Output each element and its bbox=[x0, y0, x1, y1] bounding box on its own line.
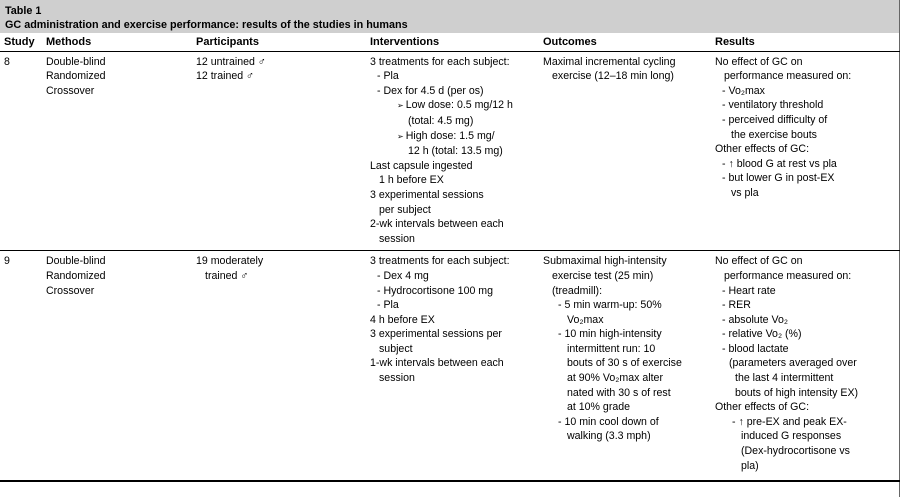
participant-item: 19 moderately bbox=[196, 255, 264, 268]
outcome-text: Vo₂max bbox=[567, 313, 604, 326]
result-text: bouts of high intensity EX) bbox=[735, 386, 859, 399]
intervention-text: 3 experimental sessions bbox=[370, 188, 484, 201]
header-interventions: Interventions bbox=[366, 33, 539, 51]
intervention-text: session bbox=[379, 372, 415, 385]
cell-study bbox=[0, 51, 42, 251]
outcome-text: at 90% Vo₂max alter bbox=[567, 372, 663, 385]
table-caption bbox=[0, 0, 899, 33]
result-bullet: - ↑ blood G at rest vs pla bbox=[715, 157, 896, 172]
outcome-bullet: - 5 min warm-up: 50% bbox=[543, 298, 707, 313]
cell-outcomes bbox=[539, 251, 711, 481]
cell-methods bbox=[42, 51, 192, 251]
header-study: Study bbox=[0, 33, 42, 51]
study-number: 8 bbox=[4, 55, 10, 68]
result-text: (parameters averaged over bbox=[729, 357, 857, 370]
intervention-text: (total: 4.5 mg) bbox=[408, 114, 474, 127]
cell-results bbox=[711, 251, 900, 481]
intervention-bullet: - Dex 4 mg bbox=[370, 269, 535, 284]
intervention-text: Last capsule ingested bbox=[370, 159, 473, 172]
result-bullet: - Vo₂max bbox=[715, 84, 896, 99]
method-item: Double-blind bbox=[46, 255, 106, 268]
table-label: Table 1 bbox=[5, 5, 42, 17]
result-bullet: - Heart rate bbox=[715, 284, 896, 299]
result-text: (Dex-hydrocortisone vs bbox=[741, 445, 850, 458]
intervention-bullet: - Hydrocortisone 100 mg bbox=[370, 284, 535, 299]
cell-interventions bbox=[366, 251, 539, 481]
cell-results bbox=[711, 51, 900, 251]
outcome-text: Submaximal high-intensity bbox=[543, 255, 667, 268]
results-table bbox=[0, 33, 900, 482]
intervention-text: per subject bbox=[379, 203, 431, 216]
table-row bbox=[0, 51, 900, 251]
cell-outcomes bbox=[539, 51, 711, 251]
outcome-text: intermittent run: 10 bbox=[567, 342, 656, 355]
header-participants: Participants bbox=[192, 33, 366, 51]
result-text: Other effects of GC: bbox=[715, 401, 810, 414]
method-item: Crossover bbox=[46, 84, 95, 97]
participant-item: trained ♂ bbox=[205, 269, 249, 282]
cell-participants bbox=[192, 251, 366, 481]
result-bullet: - absolute Vo₂ bbox=[715, 313, 896, 328]
outcome-text: at 10% grade bbox=[567, 401, 631, 414]
intervention-text: 12 h (total: 13.5 mg) bbox=[408, 145, 503, 158]
result-text: performance measured on: bbox=[724, 269, 852, 282]
cell-participants bbox=[192, 51, 366, 251]
intervention-text: 3 experimental sessions per bbox=[370, 328, 502, 341]
result-text: No effect of GC on bbox=[715, 255, 803, 268]
result-text: vs pla bbox=[731, 186, 759, 199]
intervention-text: session bbox=[379, 232, 415, 245]
header-outcomes: Outcomes bbox=[539, 33, 711, 51]
result-bullet: - perceived difficulty of bbox=[715, 113, 896, 128]
table-title: GC administration and exercise performance: results of the studies in humans bbox=[5, 19, 408, 31]
method-item: Randomized bbox=[46, 70, 106, 83]
intervention-bullet: - Dex for 4.5 d (per os) bbox=[370, 84, 535, 99]
cell-methods bbox=[42, 251, 192, 481]
result-text: performance measured on: bbox=[724, 70, 852, 83]
intervention-bullet: - Pla bbox=[370, 69, 535, 84]
intervention-text: 2-wk intervals between each bbox=[370, 218, 504, 231]
result-bullet: - blood lactate bbox=[715, 342, 896, 357]
intervention-text: subject bbox=[379, 342, 413, 355]
result-bullet: - ↑ pre-EX and peak EX- bbox=[715, 415, 896, 430]
result-text: pla) bbox=[741, 459, 759, 472]
participant-item: 12 untrained ♂ bbox=[196, 55, 266, 68]
intervention-text: 1-wk intervals between each bbox=[370, 357, 504, 370]
outcome-text: nated with 30 s of rest bbox=[567, 386, 671, 399]
result-bullet: - RER bbox=[715, 298, 896, 313]
method-item: Double-blind bbox=[46, 55, 106, 68]
header-methods: Methods bbox=[42, 33, 192, 51]
result-bullet: - relative Vo₂ (%) bbox=[715, 327, 896, 342]
outcome-bullet: - 10 min cool down of bbox=[543, 415, 707, 430]
result-text: the exercise bouts bbox=[731, 128, 817, 141]
cell-study bbox=[0, 251, 42, 481]
method-item: Crossover bbox=[46, 284, 95, 297]
result-text: the last 4 intermittent bbox=[735, 372, 834, 385]
table-row bbox=[0, 251, 900, 481]
intervention-text: 3 treatments for each subject: bbox=[370, 55, 510, 68]
result-text: No effect of GC on bbox=[715, 55, 803, 68]
intervention-subbullet: ➢ High dose: 1.5 mg/ bbox=[370, 129, 535, 145]
intervention-bullet: - Pla bbox=[370, 298, 535, 313]
outcome-text: walking (3.3 mph) bbox=[567, 430, 651, 443]
result-bullet: - but lower G in post-EX bbox=[715, 171, 896, 186]
result-text: induced G responses bbox=[741, 430, 842, 443]
participant-item: 12 trained ♂ bbox=[196, 70, 255, 83]
intervention-subbullet: ➢ Low dose: 0.5 mg/12 h bbox=[370, 98, 535, 114]
method-item: Randomized bbox=[46, 269, 106, 282]
result-bullet: - ventilatory threshold bbox=[715, 98, 896, 113]
header-results: Results bbox=[711, 33, 900, 51]
outcome-bullet: - 10 min high-intensity bbox=[543, 327, 707, 342]
intervention-text: 3 treatments for each subject: bbox=[370, 255, 510, 268]
outcome-text: exercise (12–18 min long) bbox=[552, 70, 674, 83]
intervention-text: 1 h before EX bbox=[379, 174, 444, 187]
header-row bbox=[0, 33, 900, 51]
outcome-text: exercise test (25 min) bbox=[552, 269, 654, 282]
intervention-text: 4 h before EX bbox=[370, 313, 435, 326]
result-text: Other effects of GC: bbox=[715, 143, 810, 156]
cell-interventions bbox=[366, 51, 539, 251]
outcome-text: bouts of 30 s of exercise bbox=[567, 357, 682, 370]
outcome-text: Maximal incremental cycling bbox=[543, 55, 676, 68]
outcome-text: (treadmill): bbox=[552, 284, 603, 297]
study-number: 9 bbox=[4, 255, 10, 268]
